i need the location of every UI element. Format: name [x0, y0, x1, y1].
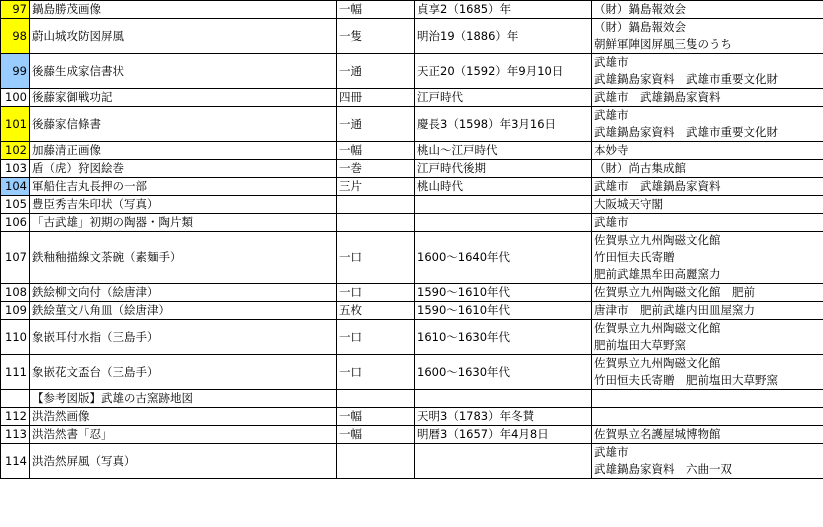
owner-line: 朝鮮軍陣図屏風三隻のうち — [594, 37, 732, 51]
owner-line: 佐賀県立九州陶磁文化館 — [594, 233, 721, 247]
item-owner-cell — [592, 54, 823, 89]
item-number-cell: 113 — [1, 426, 30, 444]
item-owner-cell — [592, 196, 823, 214]
owner-line: （財）鍋島報效会 — [594, 20, 686, 34]
item-date-cell: 1600～1640年代 — [415, 232, 592, 284]
owner-line: 武雄鍋島家資料 六曲一双 — [594, 462, 732, 476]
item-owner-cell — [592, 390, 823, 408]
item-quantity-cell — [337, 214, 415, 232]
item-date-cell — [415, 196, 592, 214]
owner-line: 武雄市 — [594, 445, 629, 459]
owner-line: 竹田恒夫氏寄贈 肥前塩田大草野窯 — [594, 373, 778, 387]
item-owner-cell — [592, 19, 823, 54]
item-quantity-cell: 一口 — [337, 320, 415, 355]
table-row — [1, 320, 823, 355]
item-owner-cell — [592, 178, 823, 196]
item-title-cell: 豊臣秀吉朱印状（写真） — [30, 196, 337, 214]
table-row — [1, 302, 823, 320]
item-owner-cell — [592, 1, 823, 19]
item-quantity-cell: 一幅 — [337, 408, 415, 426]
item-quantity-cell: 一口 — [337, 355, 415, 390]
item-date-cell: 桃山～江戸時代 — [415, 142, 592, 160]
item-owner-cell — [592, 107, 823, 142]
item-date-cell: 江戸時代 — [415, 89, 592, 107]
table-row — [1, 142, 823, 160]
item-owner-cell — [592, 160, 823, 178]
item-title-cell: 蔚山城攻防図屏風 — [30, 19, 337, 54]
item-number-cell: 99 — [1, 54, 30, 89]
item-number-cell: 102 — [1, 142, 30, 160]
item-owner-cell — [592, 232, 823, 284]
item-owner-cell — [592, 408, 823, 426]
item-number-cell: 110 — [1, 320, 30, 355]
item-date-cell: 天明3（1783）年冬賛 — [415, 408, 592, 426]
item-number-cell: 98 — [1, 19, 30, 54]
owner-line — [592, 408, 823, 425]
item-number-cell: 105 — [1, 196, 30, 214]
item-owner-cell — [592, 320, 823, 355]
owner-line: （財）尚古集成館 — [594, 161, 686, 175]
table-row — [1, 178, 823, 196]
item-quantity-cell: 一口 — [337, 284, 415, 302]
item-date-cell: 1600～1630年代 — [415, 355, 592, 390]
item-number-cell: 107 — [1, 232, 30, 284]
item-title-cell: 鍋島勝茂画像 — [30, 1, 337, 19]
item-title-cell: 象嵌花文盃台（三島手） — [30, 355, 337, 390]
item-number-cell: 104 — [1, 178, 30, 196]
item-date-cell: 慶長3（1598）年3月16日 — [415, 107, 592, 142]
item-quantity-cell: 一隻 — [337, 19, 415, 54]
item-owner-cell — [592, 302, 823, 320]
item-quantity-cell: 一通 — [337, 54, 415, 89]
item-owner-cell — [592, 426, 823, 444]
item-owner-cell — [592, 444, 823, 479]
item-number-cell: 112 — [1, 408, 30, 426]
table-row — [1, 89, 823, 107]
item-title-cell: 象嵌耳付水指（三島手） — [30, 320, 337, 355]
table-row — [1, 1, 823, 19]
item-number-cell: 100 — [1, 89, 30, 107]
table-row — [1, 196, 823, 214]
item-title-cell: 洪浩然画像 — [30, 408, 337, 426]
table-row — [1, 54, 823, 89]
owner-line: 武雄市 武雄鍋島家資料 — [594, 179, 721, 193]
item-quantity-cell — [337, 196, 415, 214]
item-quantity-cell: 一幅 — [337, 142, 415, 160]
owner-line: 佐賀県立九州陶磁文化館 — [594, 321, 721, 335]
table-row — [1, 355, 823, 390]
item-quantity-cell — [337, 390, 415, 408]
item-owner-cell — [592, 214, 823, 232]
item-quantity-cell — [337, 444, 415, 479]
item-number-cell: 111 — [1, 355, 30, 390]
owner-line: 武雄鍋島家資料 武雄市重要文化財 — [594, 125, 778, 139]
table-row — [1, 19, 823, 54]
table-row — [1, 160, 823, 178]
item-date-cell — [415, 390, 592, 408]
item-date-cell: 江戸時代後期 — [415, 160, 592, 178]
item-date-cell: 1590～1610年代 — [415, 302, 592, 320]
item-quantity-cell: 四冊 — [337, 89, 415, 107]
table-row — [1, 390, 823, 408]
item-title-cell: 鉄絵柳文向付（絵唐津） — [30, 284, 337, 302]
item-title-cell: 鉄釉釉描線文茶碗（素麺手） — [30, 232, 337, 284]
owner-line: 竹田恒夫氏寄贈 — [594, 250, 675, 264]
item-number-cell: 103 — [1, 160, 30, 178]
owner-line: 武雄市 — [594, 215, 629, 229]
owner-line: 肥前塩田大草野窯 — [594, 338, 686, 352]
owner-line: 武雄市 武雄鍋島家資料 — [594, 90, 721, 104]
item-title-cell: 洪浩然屏風（写真） — [30, 444, 337, 479]
item-title-cell: 鉄絵菫文八角皿（絵唐津） — [30, 302, 337, 320]
item-title-cell: 【参考図版】武雄の古窯跡地図 — [30, 390, 337, 408]
owner-line: 本妙寺 — [594, 143, 629, 157]
owner-line: 佐賀県立九州陶磁文化館 肥前 — [594, 285, 755, 299]
item-number-cell — [1, 390, 30, 408]
item-quantity-cell: 一口 — [337, 232, 415, 284]
item-date-cell: 1590～1610年代 — [415, 284, 592, 302]
table-row — [1, 107, 823, 142]
table-row — [1, 444, 823, 479]
item-number-cell: 108 — [1, 284, 30, 302]
item-number-cell: 101 — [1, 107, 30, 142]
item-owner-cell — [592, 89, 823, 107]
owner-line: 肥前武雄黒牟田高麗窯力 — [594, 267, 721, 281]
item-title-cell: 「古武雄」初期の陶器・陶片類 — [30, 214, 337, 232]
owner-line: 大阪城天守閣 — [594, 197, 663, 211]
table-row — [1, 232, 823, 284]
item-title-cell: 後藤家御戦功記 — [30, 89, 337, 107]
table-row — [1, 426, 823, 444]
item-number-cell: 114 — [1, 444, 30, 479]
owner-line: 武雄鍋島家資料 武雄市重要文化財 — [594, 72, 778, 86]
table-row — [1, 214, 823, 232]
item-title-cell: 後藤家信條書 — [30, 107, 337, 142]
owner-line: 佐賀県立九州陶磁文化館 — [594, 356, 721, 370]
owner-line — [592, 390, 823, 407]
item-owner-cell — [592, 284, 823, 302]
item-quantity-cell: 一通 — [337, 107, 415, 142]
owner-line: 武雄市 — [594, 108, 629, 122]
exhibit-table-body — [1, 1, 823, 479]
table-row — [1, 408, 823, 426]
item-number-cell: 106 — [1, 214, 30, 232]
item-date-cell — [415, 214, 592, 232]
item-date-cell: 桃山時代 — [415, 178, 592, 196]
item-quantity-cell: 一幅 — [337, 426, 415, 444]
item-quantity-cell: 一幅 — [337, 1, 415, 19]
item-date-cell: 明暦3（1657）年4月8日 — [415, 426, 592, 444]
item-title-cell: 洪浩然書「忍」 — [30, 426, 337, 444]
item-number-cell: 97 — [1, 1, 30, 19]
item-title-cell: 後藤生成家信書状 — [30, 54, 337, 89]
item-title-cell: 軍船住吉丸長押の一部 — [30, 178, 337, 196]
table-row — [1, 284, 823, 302]
item-title-cell: 盾（虎）狩図絵巻 — [30, 160, 337, 178]
item-date-cell: 1610～1630年代 — [415, 320, 592, 355]
item-quantity-cell: 五枚 — [337, 302, 415, 320]
owner-line: （財）鍋島報效会 — [594, 2, 686, 16]
item-date-cell — [415, 444, 592, 479]
item-date-cell: 明治19（1886）年 — [415, 19, 592, 54]
item-owner-cell — [592, 355, 823, 390]
item-quantity-cell: 三片 — [337, 178, 415, 196]
item-number-cell: 109 — [1, 302, 30, 320]
item-owner-cell — [592, 142, 823, 160]
item-quantity-cell: 一巻 — [337, 160, 415, 178]
owner-line: 佐賀県立名護屋城博物館 — [594, 427, 721, 441]
item-date-cell: 貞享2（1685）年 — [415, 1, 592, 19]
item-title-cell: 加藤清正画像 — [30, 142, 337, 160]
owner-line: 唐津市 肥前武雄内田皿屋窯力 — [594, 303, 755, 317]
owner-line: 武雄市 — [594, 55, 629, 69]
item-date-cell: 天正20（1592）年9月10日 — [415, 54, 592, 89]
